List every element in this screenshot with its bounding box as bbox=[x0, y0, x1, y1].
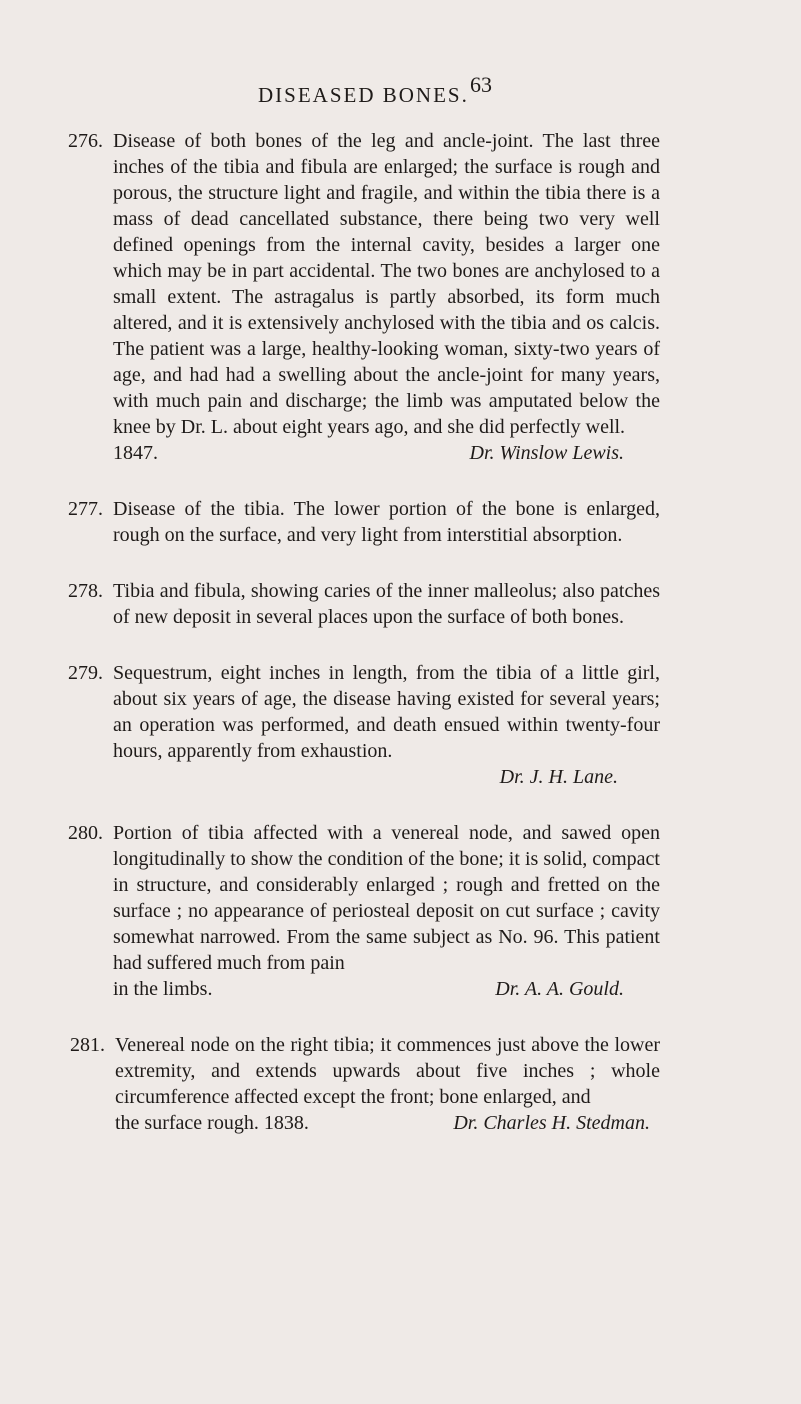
attribution-line bbox=[113, 976, 660, 1002]
entry-text-tail: the surface rough. 1838. bbox=[115, 1112, 309, 1134]
entry-author: Dr. Charles H. Stedman. bbox=[453, 1112, 650, 1134]
attribution-line bbox=[113, 764, 660, 790]
page-number: 63 bbox=[470, 72, 492, 97]
entry-number: 281. bbox=[70, 1034, 105, 1056]
entry-text: Disease of the tibia. The lower portion of the bone is enlarged, rough on the surface, and very light from interstitial absorption. bbox=[113, 498, 660, 546]
entry-number: 278. bbox=[68, 580, 103, 602]
entry-281 bbox=[70, 1032, 660, 1136]
entry-number: 277. bbox=[68, 498, 103, 520]
entry-number: 276. bbox=[68, 130, 103, 152]
entry-text: Sequestrum, eight inches in length, from the tibia of a little girl, about six years of age, the disease having existed for several years; an operation was performed, and death ensued within twenty-four hours, apparently from exhaustion. bbox=[113, 662, 660, 762]
entry-author: Dr. A. A. Gould. bbox=[495, 978, 624, 1000]
catalogue-entries bbox=[68, 128, 660, 1166]
entry-year: 1847. bbox=[113, 442, 158, 464]
entry-text: Tibia and fibula, showing caries of the inner malleolus; also patches of new deposit in several places upon the surface of both bones. bbox=[113, 580, 660, 628]
entry-text: Venereal node on the right tibia; it commences just above the lower extremity, and extends upwards about five inches ; whole circumference affected except the front; bone enlarged, and bbox=[115, 1034, 660, 1108]
entry-text-tail: in the limbs. bbox=[113, 978, 213, 1000]
entry-text: Portion of tibia affected with a venereal node, and sawed open longitudinally to show the condition of the bone; it is solid, compact in structure, and considerably enlarged ; rough and fretted on the surface ; no appearance of periosteal deposit on cut surface ; cavity somewhat narrowed. From the same subject as No. 96. This patient had suffered much from pain bbox=[113, 822, 660, 974]
entry-276 bbox=[68, 128, 660, 466]
running-head: DISEASED BONES. bbox=[258, 83, 469, 107]
entry-author: Dr. J. H. Lane. bbox=[499, 766, 618, 788]
entry-number: 279. bbox=[68, 662, 103, 684]
entry-279 bbox=[68, 660, 660, 790]
entry-278 bbox=[68, 578, 660, 630]
attribution-line bbox=[115, 1110, 660, 1136]
entry-number: 280. bbox=[68, 822, 103, 844]
entry-277 bbox=[68, 496, 660, 548]
entry-author: Dr. Winslow Lewis. bbox=[469, 442, 624, 464]
entry-text: Disease of both bones of the leg and ancle-joint. The last three inches of the tibia and fibula are enlarged; the surface is rough and porous, the structure light and fragile, and within the tibia there is a mass of dead cancellated substance, there being two very well defined openings from the internal cavity, besides a larger one which may be in part accidental. The two bones are anchylosed to a small extent. The astragalus is partly absorbed, its form much altered, and it is extensively anchylosed with the tibia and os calcis. The patient was a large, healthy-looking woman, sixty-two years of age, and had had a swelling about the ancle-joint for many years, with much pain and discharge; the limb was amputated below the knee by Dr. L. about eight years ago, and she did perfectly well. bbox=[113, 130, 660, 438]
attribution-line bbox=[113, 440, 660, 466]
entry-280 bbox=[68, 820, 660, 1002]
